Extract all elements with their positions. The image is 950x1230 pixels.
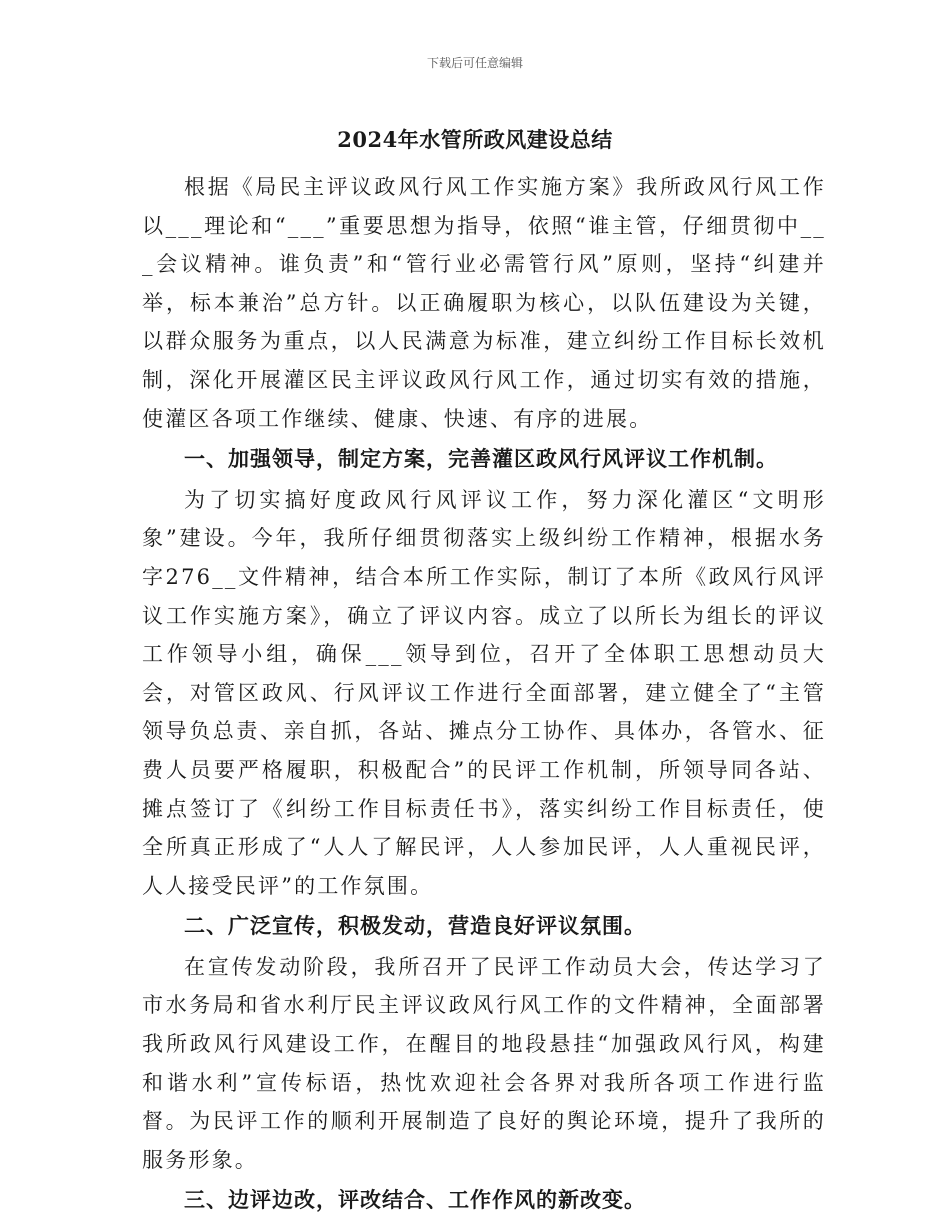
document-body — [142, 168, 826, 1222]
section-1-paragraph: 为了切实搞好度政风行风评议工作，努力深化灌区“文明形象”建设。今年，我所仔细贯彻落实上级纠纷工作精神，根据水务字276__文件精神，结合本所工作实际，制订了本所《政风行风评议工作实施方案》，确立了评议内容。成立了以所长为组长的评议工作领导小组，确保___领导到位，召开了全体职工思想动员大会，对管区政风、行风评议工作进行全面部署，建立健全了“主管领导负总责、亲自抓，各站、摊点分工协作、具体办，各管水、征费人员要严格履职，积极配合”的民评工作机制，所领导同各站、摊点签订了《纠纷工作目标责任书》，落实纠纷工作目标责任，使全所真正形成了“人人了解民评，人人参加民评，人人重视民评，人人接受民评”的工作氛围。 — [142, 487, 826, 898]
section-heading-2: 二、广泛宣传，积极发动，营造良好评议氛围。 — [184, 913, 646, 939]
header-note: 下载后可任意编辑 — [426, 56, 523, 70]
document-title: 2024年水管所政风建设总结 — [337, 127, 613, 152]
section-heading-1: 一、加强领导，制定方案，完善灌区政风行风评议工作机制。 — [184, 446, 778, 472]
section-2-paragraph: 在宣传发动阶段，我所召开了民评工作动员大会，传达学习了市水务局和省水利厅民主评议政风行风工作的文件精神，全面部署我所政风行风建设工作，在醒目的地段悬挂“加强政风行风，构建和谐水利”宣传标语，热忱欢迎社会各界对我所各项工作进行监督。为民评工作的顺利开展制造了良好的舆论环境，提升了我所的服务形象。 — [142, 954, 826, 1172]
section-heading-3: 三、边评边改，评改结合、工作作风的新改变。 — [184, 1187, 646, 1213]
intro-paragraph: 根据《局民主评议政风行风工作实施方案》我所政风行风工作以___理论和“___”重要思想为指导，依照“谁主管，仔细贯彻中___会议精神。谁负责”和“管行业必需管行风”原则，坚持“纠建并举，标本兼治”总方针。以正确履职为核心，以队伍建设为关键，以群众服务为重点，以人民满意为标准，建立纠纷工作目标长效机制，深化开展灌区民主评议政风行风工作，通过切实有效的措施，使灌区各项工作继续、健康、快速、有序的进展。 — [142, 175, 826, 431]
